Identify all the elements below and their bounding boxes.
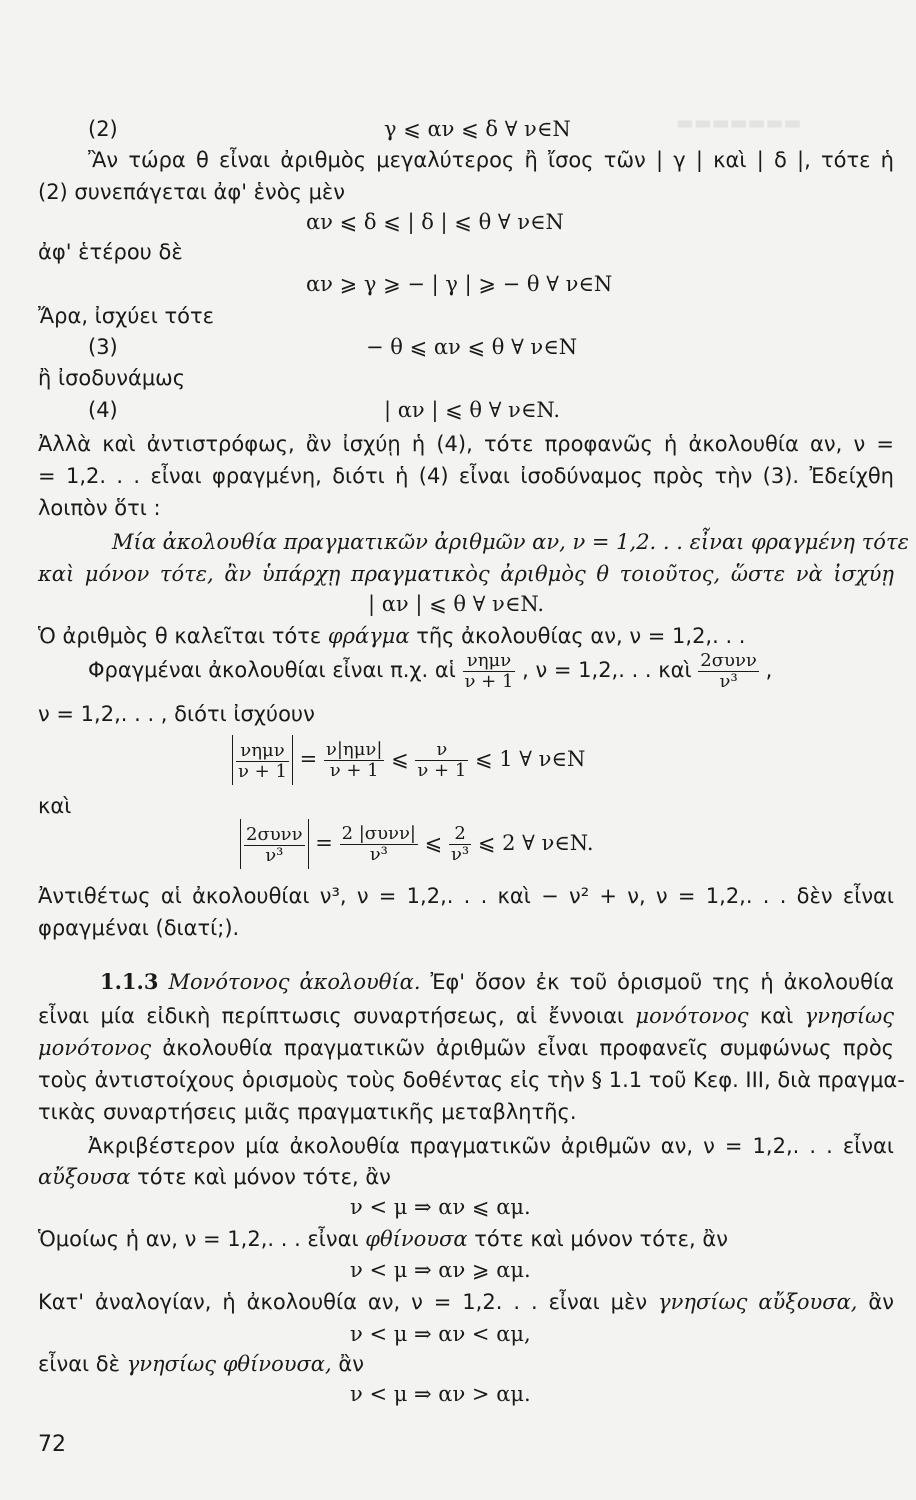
text-line: Ἀκριβέστερον μία ἀκολουθία πραγματικῶν ἀριθμῶν αν, ν = 1,2,. . . εἶναι: [88, 1134, 894, 1158]
section-heading-line: [100, 968, 894, 996]
text-span: ἂν: [857, 1290, 894, 1314]
inequality-line: [232, 734, 585, 785]
text-line-with-fractions: [88, 647, 772, 693]
denominator: ν + 1: [329, 759, 379, 781]
fraction: [340, 824, 418, 865]
text-span: , ν = 1,2,. . . καὶ: [522, 658, 692, 682]
text-line: τικὰς συναρτήσεις μιᾶς πραγματικῆς μεταβλητῆς.: [38, 1100, 577, 1124]
formula-tail: ⩽ 1 ∀ ν∈N: [475, 747, 586, 771]
formula: ν < μ ⇒ αν ⩾ αμ.: [350, 1258, 531, 1282]
equals-sign: =: [299, 747, 318, 771]
denominator: ν³: [719, 670, 738, 692]
text-span: Ὁμοίως ἡ αν, ν = 1,2,. . . εἶναι: [38, 1227, 366, 1251]
numerator: 2: [449, 824, 471, 845]
text-line: [38, 1350, 364, 1378]
text-span: Ἐφ' ὅσον ἐκ τοῦ ὁρισμοῦ της ἡ ἀκολουθία: [420, 970, 894, 994]
numerator: ν|ημν|: [325, 738, 383, 760]
numerator: νημν: [236, 741, 289, 762]
formula: | αν | ⩽ θ ∀ ν∈N.: [368, 592, 545, 616]
fraction: [463, 651, 516, 692]
denominator: ν³: [265, 844, 284, 866]
text-line: ν = 1,2,. . . , διότι ἰσχύουν: [38, 702, 315, 726]
theorem-line: Μία ἀκολουθία πραγματικῶν ἀριθμῶν αν, ν = 1,2. . . εἶναι φραγμένη τότε: [112, 530, 909, 554]
fraction: [698, 651, 759, 692]
absolute-value: [232, 735, 293, 785]
text-span: Κατ' ἀναλογίαν, ἡ ἀκολουθία αν, ν = 1,2. . . εἶναι μὲν: [38, 1290, 659, 1314]
text-line: [38, 622, 746, 650]
term-italic: γνησίως: [804, 1004, 894, 1028]
text-line: [38, 1002, 894, 1030]
text-line: Ἂν τώρα θ εἶναι ἀριθμὸς μεγαλύτερος ἢ ἴσος τῶν | γ | καὶ | δ |, τότε ἡ: [88, 148, 894, 172]
le-sign: ⩽: [391, 747, 409, 771]
formula: ν < μ ⇒ αν < αμ,: [350, 1322, 531, 1346]
theorem-line: καὶ μόνον τότε, ἂν ὑπάρχῃ πραγματικὸς ἀριθμὸς θ τοιοῦτος, ὥστε νὰ ἰσχύῃ: [38, 562, 894, 586]
eq-label-3: (3): [88, 335, 118, 359]
text-line: (2) συνεπάγεται ἀφ' ἑνὸς μὲν: [38, 180, 346, 204]
numerator: 2συνν: [246, 823, 303, 845]
text-line: ἀφ' ἑτέρου δὲ: [38, 240, 183, 264]
formula-4: | αν | ⩽ θ ∀ ν∈N.: [384, 398, 561, 422]
text-span: Φραγμέναι ἀκολουθίαι εἶναι π.χ. αἱ: [88, 658, 456, 682]
fraction: [236, 741, 289, 782]
text-span: τότε καὶ μόνον τότε, ἂν: [130, 1165, 391, 1189]
eq-label-4: (4): [88, 398, 118, 422]
numerator: νημν: [463, 651, 516, 672]
text-span: εἶναι δὲ: [38, 1352, 127, 1376]
denominator: ν + 1: [238, 760, 287, 782]
section-number: 1.1.3: [100, 969, 159, 994]
inequality-line: [240, 818, 594, 869]
denominator: ν + 1: [464, 670, 514, 692]
term-italic: μονότονος: [38, 1036, 152, 1060]
formula: ν < μ ⇒ αν ⩽ αμ.: [350, 1195, 531, 1219]
text-line: λοιπὸν ὅτι :: [38, 496, 161, 520]
text-span: τότε καὶ μόνον τότε, ἂν: [467, 1227, 728, 1251]
text-line: καὶ: [38, 794, 72, 818]
formula: αν ⩽ δ ⩽ | δ | ⩽ θ ∀ ν∈N: [306, 210, 564, 234]
page-number: 72: [38, 1432, 66, 1457]
show-through-text: ▬▬▬▬▬▬▬: [676, 112, 802, 134]
formula: ν < μ ⇒ αν > αμ.: [350, 1382, 531, 1406]
text-span: τῆς ἀκολουθίας αν, ν = 1,2,. . .: [409, 624, 746, 648]
formula-tail: ⩽ 2 ∀ ν∈N.: [477, 831, 594, 855]
term-italic: γνησίως αὔξουσα,: [658, 1290, 858, 1314]
text-line: Ἄρα, ἰσχύει τότε: [38, 304, 214, 328]
fraction: [324, 740, 385, 781]
text-line: τοὺς ἀντιστοίχους ὁρισμοὺς τοὺς δοθέντας εἰς τὴν § 1.1 τοῦ Κεφ. ΙΙΙ, διὰ πραγμα-: [38, 1068, 905, 1092]
text-line: ἢ ἰσοδυνάμως: [38, 366, 186, 390]
text-line: Ἀντιθέτως αἱ ἀκολουθίαι ν³, ν = 1,2,. . . καὶ − ν² + ν, ν = 1,2,. . . δὲν εἶναι: [38, 884, 894, 908]
text-line: φραγμέναι (διατί;).: [38, 916, 240, 940]
absolute-value: [240, 819, 309, 869]
text-line: [38, 1034, 894, 1062]
eq-label-2: (2): [88, 117, 118, 141]
term-italic: φθίνουσα: [365, 1227, 468, 1251]
formula: αν ⩾ γ ⩾ − | γ | ⩾ − θ ∀ ν∈N: [306, 272, 613, 296]
denominator: ν + 1: [417, 759, 467, 781]
text-line: Ἀλλὰ καὶ ἀντιστρόφως, ἂν ἰσχύῃ ἡ (4), τότε προφανῶς ἡ ἀκολουθία αν, ν =: [38, 432, 894, 456]
fraction: [415, 740, 468, 781]
denominator: ν³: [450, 843, 470, 865]
fraction: [244, 825, 305, 866]
text-span: Ὁ ἀριθμὸς θ καλεῖται τότε: [38, 624, 328, 648]
fraction: [449, 824, 471, 865]
text-span: καὶ: [748, 1004, 805, 1028]
text-line: = 1,2. . . εἶναι φραγμένη, διότι ἡ (4) εἶναι ἰσοδύναμος πρὸς τὴν (3). Ἐδείχθη: [38, 464, 894, 488]
term-italic: γνησίως φθίνουσα,: [126, 1352, 332, 1376]
numerator: 2 |συνν|: [341, 822, 416, 844]
formula-3: − θ ⩽ αν ⩽ θ ∀ ν∈N: [366, 335, 578, 359]
term-italic: αὔξουσα: [38, 1165, 131, 1189]
term-italic: φράγμα: [327, 624, 410, 648]
term-italic: μονότονος: [635, 1004, 749, 1028]
text-line: [38, 1225, 728, 1253]
text-span: ἂν: [331, 1352, 364, 1376]
equals-sign: =: [315, 831, 333, 855]
text-span: εἶναι μία εἰδικὴ περίπτωσις συναρτήσεως, αἱ ἔννοιαι: [38, 1004, 636, 1028]
section-title: Μονότονος ἀκολουθία.: [168, 970, 421, 994]
text-span: ,: [765, 658, 773, 682]
le-sign: ⩽: [424, 831, 443, 855]
text-span: ἀκολουθία πραγματικῶν ἀριθμῶν εἶναι προφανεῖς συμφώνως πρὸς: [151, 1036, 894, 1060]
numerator: ν: [415, 740, 468, 761]
denominator: ν³: [369, 843, 388, 865]
text-line: [38, 1163, 391, 1191]
text-line: [38, 1288, 894, 1316]
numerator: 2συνν: [700, 649, 757, 671]
formula-2: γ ⩽ αν ⩽ δ ∀ ν∈N: [384, 117, 571, 141]
